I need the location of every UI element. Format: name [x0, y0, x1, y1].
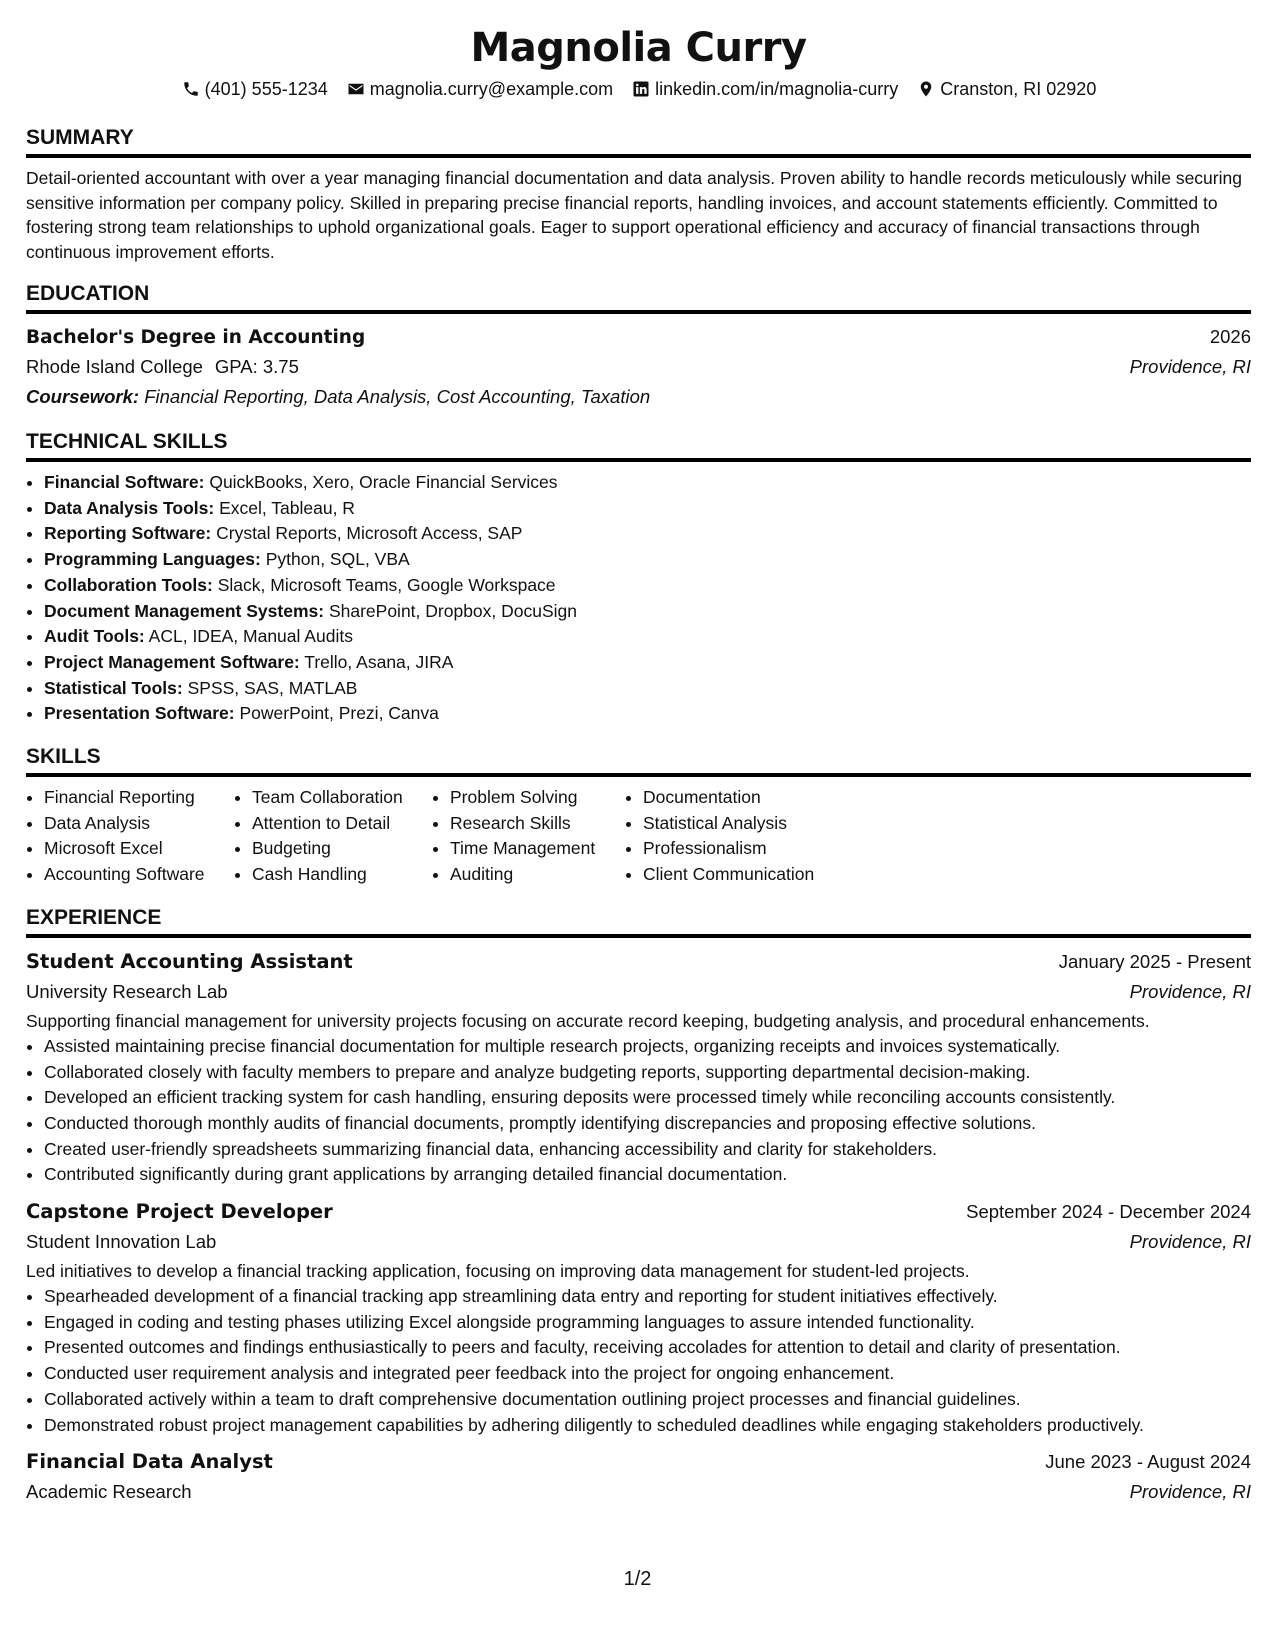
contact-phone — [181, 76, 328, 102]
job-entry — [26, 1446, 1251, 1507]
job-dates: June 2023 - August 2024 — [1045, 1451, 1251, 1473]
education-school-row — [26, 352, 1251, 382]
list-item: • Budgeting — [252, 836, 432, 862]
section-title: EXPERIENCE — [26, 904, 1251, 938]
skill-values: Excel, Tableau, R — [219, 497, 355, 518]
job-header-row — [26, 1196, 1251, 1227]
skills-column — [26, 785, 234, 888]
email-link[interactable]: magnolia.curry@example.com — [369, 79, 614, 99]
list-item: • Collaborated actively within a team to draft comprehensive documentation outlining project processes and financial guidelines. — [44, 1387, 1251, 1413]
coursework-list: Financial Reporting, Data Analysis, Cost Accounting, Taxation — [144, 386, 651, 407]
list-item: • Client Communication — [643, 862, 863, 888]
section-title: TECHNICAL SKILLS — [26, 428, 1251, 462]
job-organization: University Research Lab — [26, 980, 228, 1002]
school-name: Rhode Island College — [26, 356, 203, 377]
skill-values: Trello, Asana, JIRA — [304, 651, 454, 672]
skill-category: Data Analysis Tools: — [44, 497, 215, 518]
job-organization: Academic Research — [26, 1481, 192, 1503]
job-entry — [26, 946, 1251, 1188]
skill-values: SharePoint, Dropbox, DocuSign — [328, 600, 578, 621]
list-item: • Presented outcomes and findings enthusiastically to peers and faculty, receiving accolades for attention to detail and clarity of presentation. — [44, 1335, 1251, 1361]
list-item: • Created user-friendly spreadsheets summarizing financial data, enhancing accessibility and clarity for stakeholders. — [44, 1137, 1251, 1163]
education-section — [26, 280, 1251, 412]
job-location: Providence, RI — [1129, 1231, 1251, 1253]
list-item: • Conducted user requirement analysis and integrated peer feedback into the project for ongoing enhancement. — [44, 1361, 1251, 1387]
skills-column — [432, 785, 625, 888]
list-item: • Engaged in coding and testing phases utilizing Excel alongside programming languages to assure intended functionality. — [44, 1310, 1251, 1336]
degree-title: Bachelor's Degree in Accounting — [26, 327, 366, 348]
skill-category: Statistical Tools: — [44, 677, 183, 698]
skill-values: Crystal Reports, Microsoft Access, SAP — [216, 523, 523, 544]
list-item: • Accounting Software — [44, 862, 234, 888]
list-item — [44, 650, 1251, 676]
skill-category: Reporting Software: — [44, 523, 212, 544]
skill-values: PowerPoint, Prezi, Canva — [239, 703, 439, 724]
list-item — [44, 521, 1251, 547]
job-header-row — [26, 946, 1251, 977]
education-header-row — [26, 322, 1251, 352]
summary-section — [26, 124, 1251, 264]
skill-values: QuickBooks, Xero, Oracle Financial Services — [209, 472, 558, 492]
job-entry — [26, 1196, 1251, 1438]
list-item — [44, 573, 1251, 599]
skill-category: Audit Tools: — [44, 626, 145, 647]
list-item: • Spearheaded development of a financial tracking app streamlining data entry and reporting for student initiatives effectively. — [44, 1284, 1251, 1310]
list-item: • Conducted thorough monthly audits of financial documents, promptly identifying discrepancies and proposing effective solutions. — [44, 1111, 1251, 1137]
linkedin-icon — [631, 79, 651, 99]
contact-location — [916, 76, 1096, 102]
skill-values: SPSS, SAS, MATLAB — [187, 677, 358, 698]
list-item: • Attention to Detail — [252, 811, 432, 837]
job-title: Capstone Project Developer — [26, 1200, 333, 1224]
page-number: 1/2 — [623, 1568, 652, 1590]
contact-email[interactable] — [346, 76, 613, 102]
skill-category: Financial Software: — [44, 472, 205, 492]
list-item: • Documentation — [643, 785, 863, 811]
list-item — [44, 701, 1251, 727]
technical-skills-list — [26, 470, 1251, 727]
list-item: • Data Analysis — [44, 811, 234, 837]
skill-values: Python, SQL, VBA — [265, 549, 410, 570]
job-location: Providence, RI — [1129, 1481, 1251, 1503]
contact-bar — [26, 76, 1251, 102]
envelope-icon — [346, 79, 366, 99]
skill-values: ACL, IDEA, Manual Audits — [148, 626, 353, 647]
list-item: • Time Management — [450, 836, 625, 862]
job-location: Providence, RI — [1129, 980, 1251, 1002]
experience-section — [26, 904, 1251, 1507]
phone-icon — [181, 79, 201, 99]
skill-category: Collaboration Tools: — [44, 574, 213, 595]
technical-skills-section — [26, 428, 1251, 727]
job-dates: September 2024 - December 2024 — [966, 1201, 1251, 1223]
contact-linkedin[interactable] — [631, 76, 898, 102]
list-item: • Microsoft Excel — [44, 836, 234, 862]
skills-section — [26, 743, 1251, 888]
job-bullets — [26, 1284, 1251, 1438]
map-pin-icon — [916, 79, 936, 99]
skill-values: Slack, Microsoft Teams, Google Workspace — [217, 574, 556, 595]
skill-category: Project Management Software: — [44, 651, 300, 672]
job-title: Financial Data Analyst — [26, 1450, 273, 1474]
summary-text: Detail-oriented accountant with over a year managing financial documentation and data analysis. Proven ability to handle records meticulously while securing sensitive information per company policy. Skilled in preparing precise financial reports, handling invoices, and account statements efficiently. Committed to fostering strong team relationships to uphold organizational goals. Eager to support operational efficiency and accuracy of financial transactions through continuous improvement efforts. — [26, 168, 1242, 262]
list-item: • Developed an efficient tracking system for cash handling, ensuring deposits were processed timely while reconciling accounts consistently. — [44, 1085, 1251, 1111]
list-item: • Professionalism — [643, 836, 863, 862]
section-title: SKILLS — [26, 743, 1251, 777]
list-item — [44, 496, 1251, 522]
list-item: • Collaborated closely with faculty members to prepare and analyze budgeting reports, supporting departmental decision-making. — [44, 1060, 1251, 1086]
linkedin-link[interactable]: linkedin.com/in/magnolia-curry — [655, 79, 899, 99]
section-title: SUMMARY — [26, 124, 1251, 158]
job-description: Led initiatives to develop a financial tracking application, focusing on improving data management for student-led projects. — [26, 1261, 970, 1282]
list-item: • Problem Solving — [450, 785, 625, 811]
job-bullets — [26, 1034, 1251, 1188]
job-organization: Student Innovation Lab — [26, 1231, 217, 1253]
skill-category: Programming Languages: — [44, 549, 261, 570]
candidate-name: Magnolia Curry — [470, 25, 807, 71]
school-line — [26, 352, 299, 382]
skill-category: Document Management Systems: — [44, 600, 325, 621]
job-description: Supporting financial management for university projects focusing on accurate record keeping, budgeting analysis, and procedural enhancements. — [26, 1010, 1150, 1031]
list-item — [44, 599, 1251, 625]
list-item: • Assisted maintaining precise financial documentation for multiple research projects, organizing receipts and invoices systematically. — [44, 1034, 1251, 1060]
list-item: • Statistical Analysis — [643, 811, 863, 837]
list-item — [44, 624, 1251, 650]
job-org-row — [26, 1477, 1251, 1507]
list-item: • Research Skills — [450, 811, 625, 837]
list-item: • Auditing — [450, 862, 625, 888]
skills-column — [234, 785, 432, 888]
school-location: Providence, RI — [1129, 356, 1251, 377]
job-header-row — [26, 1446, 1251, 1477]
list-item: • Financial Reporting — [44, 785, 234, 811]
job-title: Student Accounting Assistant — [26, 949, 353, 973]
gpa: GPA: 3.75 — [214, 356, 299, 377]
job-org-row — [26, 977, 1251, 1007]
resume-page — [26, 20, 1251, 1515]
job-org-row — [26, 1227, 1251, 1257]
list-item: • Team Collaboration — [252, 785, 432, 811]
skill-category: Presentation Software: — [44, 703, 235, 724]
phone-text: (401) 555-1234 — [204, 79, 328, 99]
coursework-line — [26, 382, 1251, 412]
job-dates: January 2025 - Present — [1058, 950, 1251, 972]
section-title: EDUCATION — [26, 280, 1251, 314]
coursework-label: Coursework: — [26, 386, 140, 407]
skills-grid — [26, 785, 1251, 888]
skills-column — [625, 785, 863, 888]
list-item — [44, 547, 1251, 573]
list-item: • Demonstrated robust project management capabilities by adhering diligently to scheduled deadlines while engaging stakeholders productively. — [44, 1413, 1251, 1439]
location-text: Cranston, RI 02920 — [940, 79, 1097, 99]
list-item — [44, 676, 1251, 702]
list-item — [44, 470, 1251, 496]
list-item: • Cash Handling — [252, 862, 432, 888]
graduation-year: 2026 — [1209, 326, 1251, 347]
list-item: • Contributed significantly during grant applications by arranging detailed financial documentation. — [44, 1162, 1251, 1188]
